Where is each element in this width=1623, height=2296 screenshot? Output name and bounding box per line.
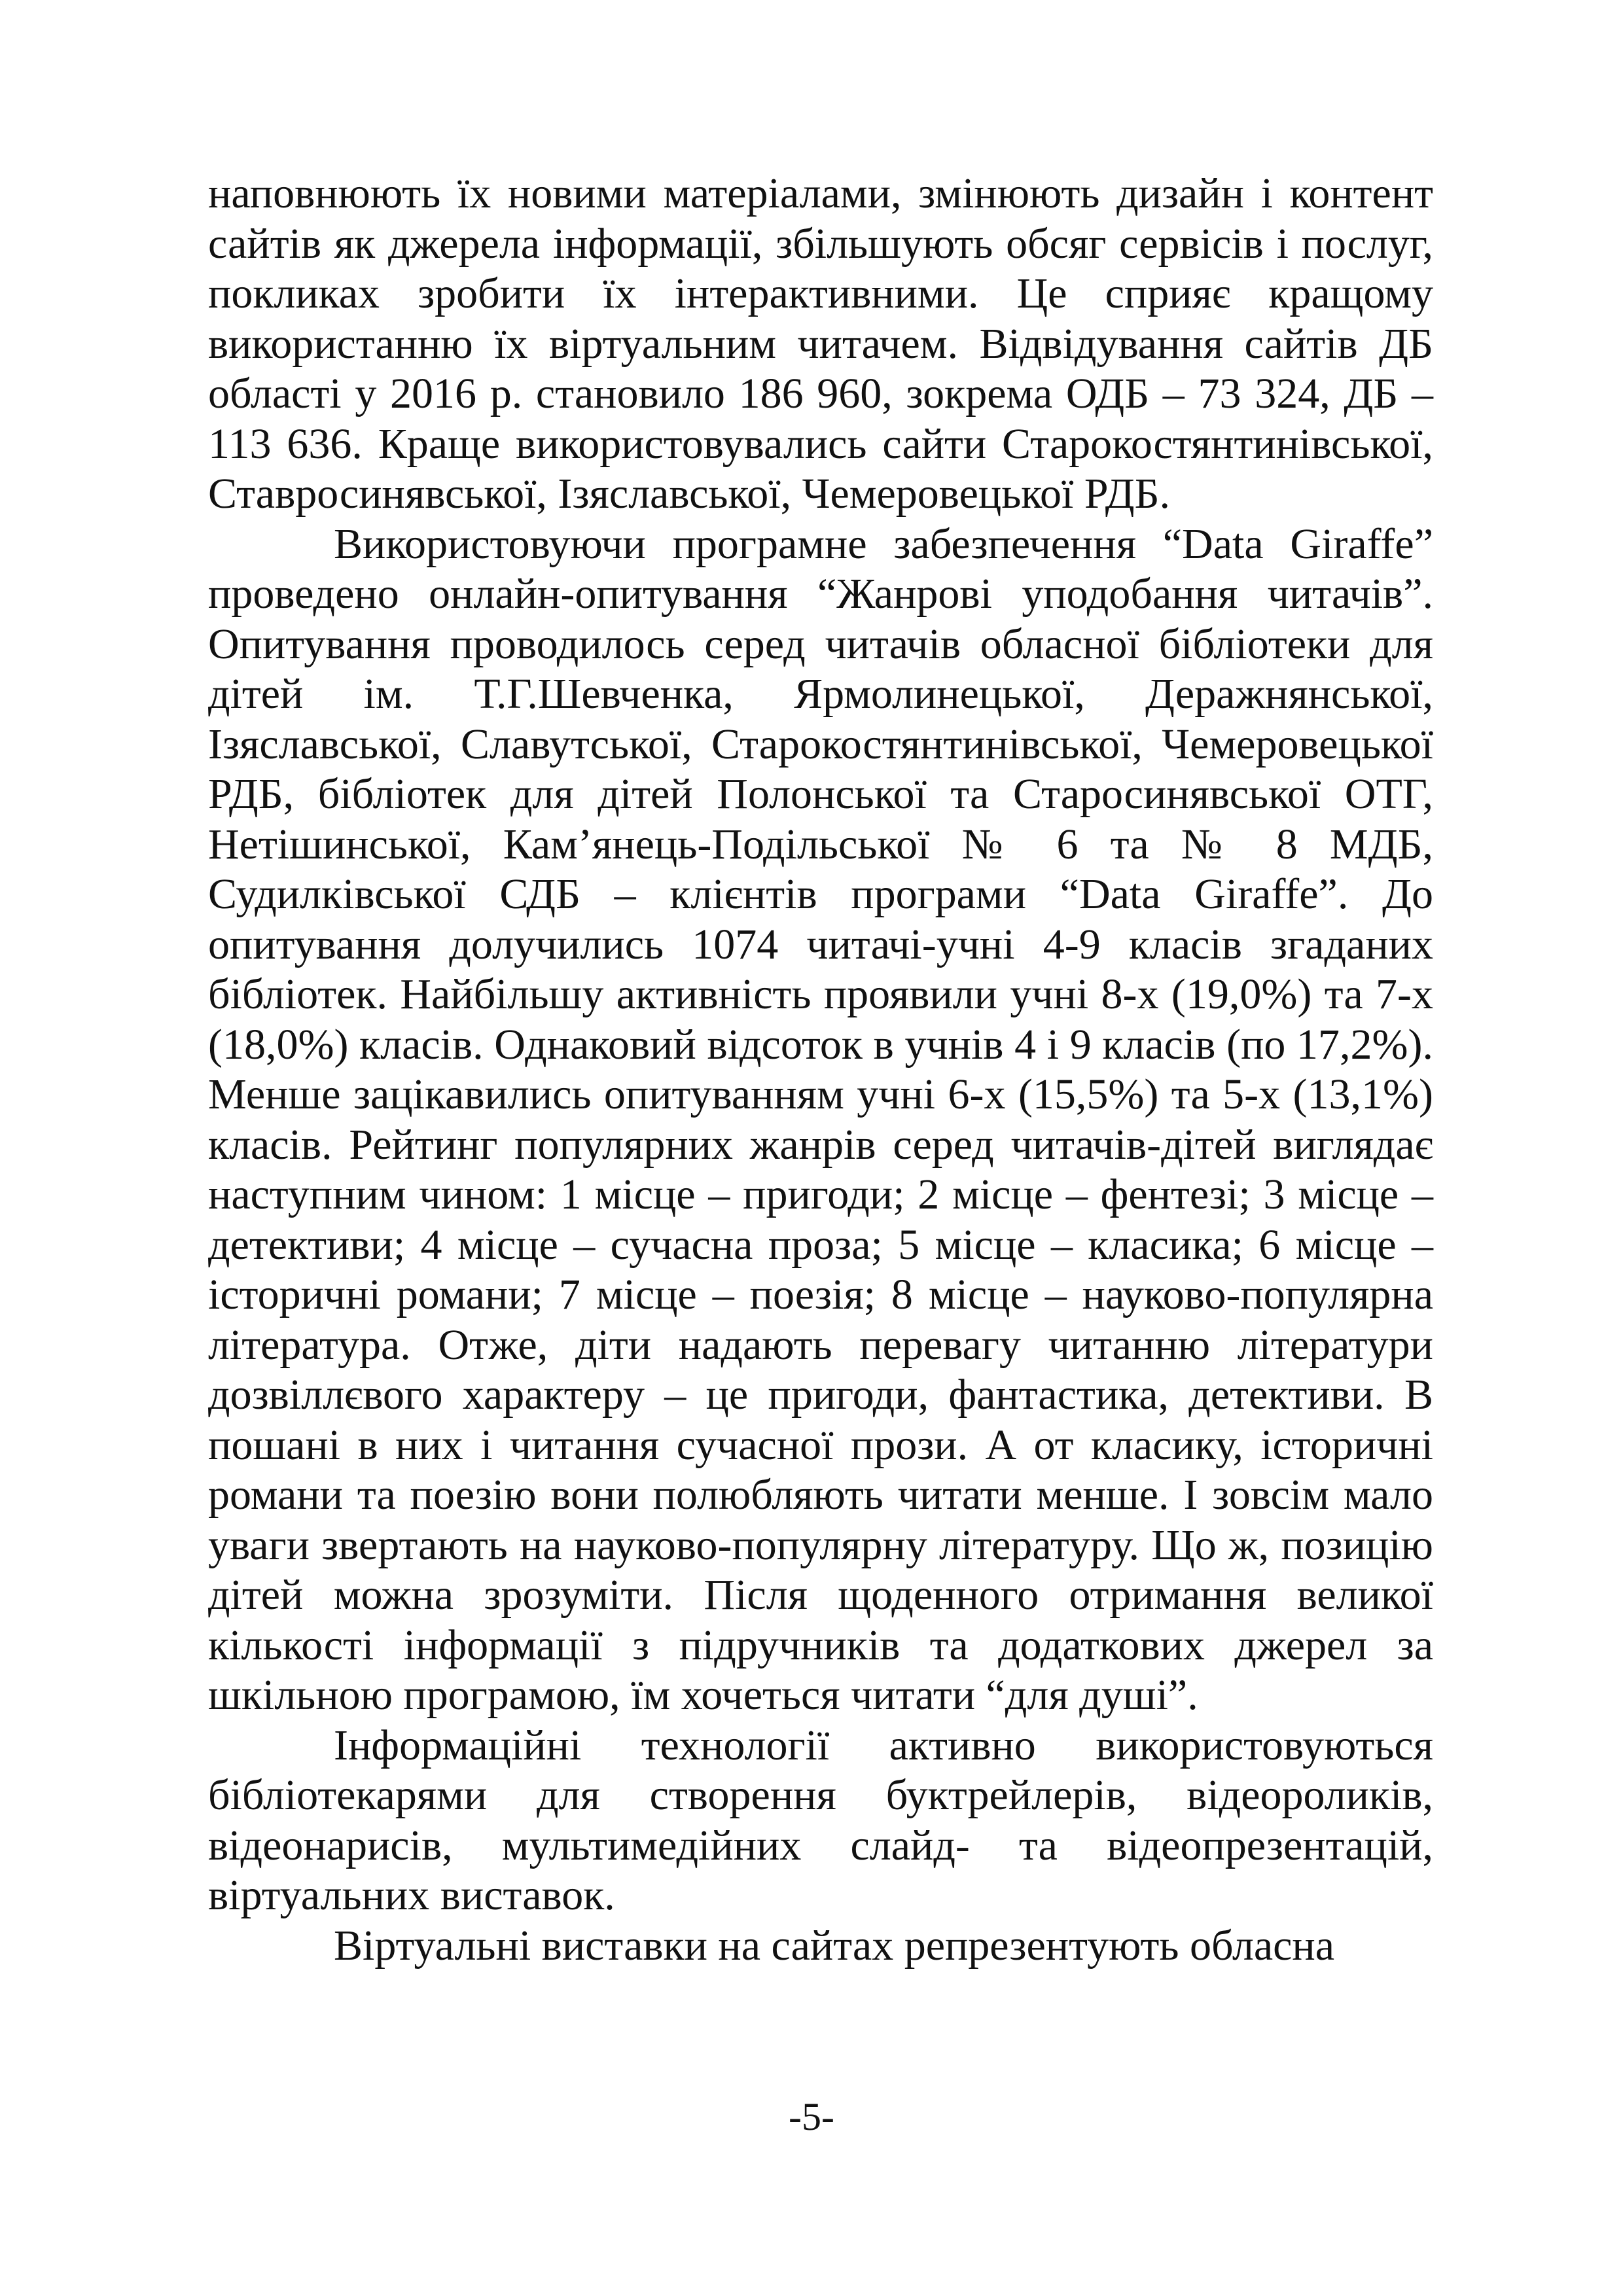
document-page [208,169,1433,1971]
paragraph-virtual-exhibitions: Віртуальні виставки на сайтах репрезентують обласна [334,1921,1335,1969]
paragraph-it-technologies: Інформаційні технології активно використовуються бібліотекарями для створення буктрейлерів, відеороликів, відеонарисів, мультимедійних слайд- та відеопрезентацій, віртуальних виставок. [208,1721,1433,1919]
page-number: -5- [789,2095,834,2138]
paragraph-site-visits: наповнюють їх новими матеріалами, змінюють дизайн і контент сайтів як джерела інформації, збільшують обсяг сервісів і послуг, покликах зробити їх інтерактивними. Це сприяє кращому використанню їх віртуальним читачем. Відвідування сайтів ДБ області у 2016 р. становило 186 960, зокрема ОДБ – 73 324, ДБ – 113 636. Краще використовувались сайти Старокостянтинівської, Ставросинявської, Ізяславської, Чемеровецької РДБ. [208,169,1433,518]
paragraph-online-survey: Використовуючи програмне забезпечення “Data Giraffe” проведено онлайн-опитування “Жанрові уподобання читачів”. Опитування проводилось серед читачів обласної бібліотеки для дітей ім. Т.Г.Шевченка, Ярмолинецької, Деражнянської, Ізяславської, Славутської, Старокостянтинівської, Чемеровецької РДБ, бібліотек для дітей Полонської та Старосинявської ОТГ, Нетішинської, Кам’янець-Подільської № 6 та № 8 МДБ, Судилківської СДБ – клієнтів програми “Data Giraffe”. До опитування долучились 1074 читачі-учні 4-9 класів згаданих бібліотек. Найбільшу активність проявили учні 8-х (19,0%) та 7-х (18,0%) класів. Однаковий відсоток в учнів 4 і 9 класів (по 17,2%). Менше зацікавились опитуванням учні 6-х (15,5%) та 5-х (13,1%) класів. Рейтинг популярних жанрів серед читачів-дітей виглядає наступним чином: 1 місце – пригоди; 2 місце – фентезі; 3 місце – детективи; 4 місце – сучасна проза; 5 місце – класика; 6 місце – історичні романи; 7 місце – поезія; 8 місце – науково-популярна література. Отже, діти надають перевагу читанню літератури дозвіллєвого характеру – це пригоди, фантастика, детективи. В пошані в них і читання сучасної прози. А от класику, історичні романи та поезію вони полюбляють читати менше. І зовсім мало уваги звертають на науково-популярну літературу. Що ж, позицію дітей можна зрозуміти. Після щоденного отримання великої кількості інформації з підручників та додаткових джерел за шкільною програмою, їм хочеться читати “для душі”. [208,520,1433,1719]
